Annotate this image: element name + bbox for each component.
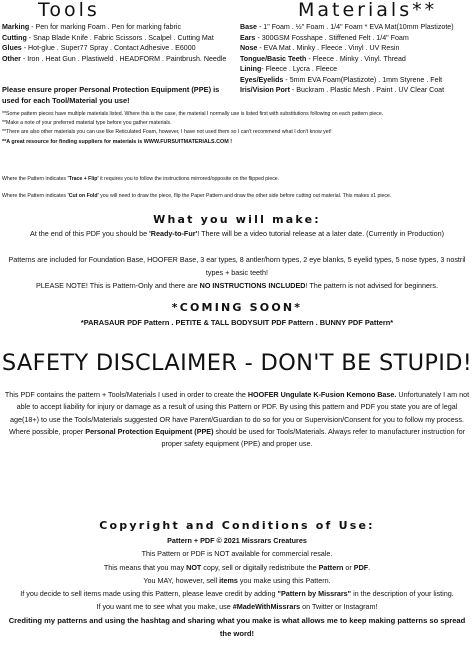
note: **Some pattern pieces have multiple materials listed. Where this is the case, the material I normally use is listed first with substitutions following on each pattern piece. [2,111,384,117]
ppe-warning: Please ensure proper Personal Protection Equipment (PPE) is used for each Tool/Material you use! [2,85,220,105]
list-item: Lining- Fleece . Lycra . Fleece [240,65,338,73]
what-you-will-make-title: What you will make: [153,213,321,226]
cut-on-fold-note: Where the Pattern indicates 'Cut on Fold' you will need to draw the piece, flip the Paper Pattern and draw the other side before cutting out material. This makes x1 piece. [2,193,392,199]
safety-paragraph-2: Where possible, proper Personal Protection Equipment (PPE) should be used for Tools/Materials. Always refer to manufacturer instruction for proper safety equipment (PPE) and proper use. [8,426,466,449]
redistribution-line: This means that you may NOT copy, sell or digitally redistribute the Pattern or PDF. [103,562,371,572]
copyright-text [4,534,470,640]
safety-disclaimer-title: SAFETY DISCLAIMER - DON'T BE STUPID! [1,350,473,376]
patterns-included-text: Patterns are included for Foundation Base, HOOFER Base, 3 ear types, 8 antler/horn types, 2 eye blanks, 5 eyelid types, 5 nose types, 3 nostril types + basic teeth! [8,255,466,277]
crediting-line: Crediting my patterns and using the hashtag and sharing what you make is what allows me to keep making patterns so spread the word! [8,615,466,639]
materials-title: Materials** [298,0,438,21]
resale-line: This Pattern or PDF is NOT available for commercial resale. [141,549,333,559]
safety-disclaimer-text [4,389,470,450]
list-item: Iris/Vision Port - Buckram . Plastic Mesh . Paint . UV Clear Coat [240,86,445,94]
copyright-title: Copyright and Conditions of Use: [99,519,375,532]
note: **There are also other materials you can use like Reticulated Foam, however, I have not used them so I can't recommend what I don't know yet! [2,129,332,136]
coming-soon-text: *PARASAUR PDF Pattern . PETITE & TALL BODYSUIT PDF Pattern . BUNNY PDF Pattern* [80,318,394,327]
list-item: Tongue/Basic Teeth - Fleece . Minky . Vinyl. Thread [240,54,406,63]
credit-line: If you decide to sell items made using this Pattern, please leave credit by adding "Pattern by Missrars" in the description of your listing. [20,589,454,599]
list-item: Marking - Pen for marking Foam . Pen for marking fabric [2,23,181,31]
pattern-only-note: PLEASE NOTE! This is Pattern-Only and there are NO INSTRUCTIONS INCLUDED! The pattern is not advised for beginners. [35,281,438,290]
copyright-line: Pattern + PDF © 2021 Missrars Creatures [167,536,307,545]
coming-soon-title: *COMING SOON* [171,301,303,314]
trace-flip-note: Where the Pattern indicates 'Trace + Flip' it requires you to follow the instructions mirrored/opposite on the flipped piece. [2,176,280,182]
suppliers-note: **A great resource for finding suppliers for materials is WWW.FURSUITMATERIALS.COM ! [2,138,233,145]
list-item: Ears - 300GSM Fosshape . Stiffened Felt . 1/4" Foam [240,33,409,42]
sell-items-line: You MAY, however, sell items you make using this Pattern. [143,575,331,585]
pattern-notes [2,171,472,205]
list-item: Other - Iron . Heat Gun . Plastiweld . HEADFORM . Paintbrush. Needle [2,54,227,63]
list-item: Base - 1" Foam . ½" Foam . 1/4" Foam * EVA Mat(10mm Plastizote) [240,23,454,31]
materials-list [240,22,472,96]
list-item: Eyes/Eyelids - 5mm EVA Foam(Plastizote) . 1mm Styrene . Felt [240,75,443,84]
hashtag-line: If you want me to see what you make, use #MadeWithMissrars on Twitter or Instagram! [96,602,378,612]
list-item: Nose - EVA Mat . Minky . Fleece . Vinyl . UV Resin [240,44,400,52]
ready-to-fur-text: At the end of this PDF you should be 'Ready-to-Fur'! There will be a video tutorial release at a later date. (Currently in Production) [30,229,444,238]
tools-list [2,22,234,64]
material-notes [2,110,472,147]
tools-title: Tools [38,0,100,21]
note: **Make a note of your preferred material type before you gather materials. [2,120,172,127]
safety-paragraph-1: This PDF contains the pattern + Tools/Materials I used in order to create the HOOFER Ungulate K-Fusion Kemono Base. Unfortunately I am not able to accept liability for injury or damage as a result of using this Pattern or PDF. By using this pattern and PDF you state you are of legal age(18+) to use the Tools/Materials suggested OR have Parent/Guardian to do so for you or Supervision/Consent for you to follow my process. [4,390,470,424]
list-item: Cutting - Snap Blade Knife . Fabric Scissors . Scalpel . Cutting Mat [2,33,214,42]
list-item: Glues - Hot-glue . Super77 Spray . Contact Adhesive . E6000 [2,44,196,52]
